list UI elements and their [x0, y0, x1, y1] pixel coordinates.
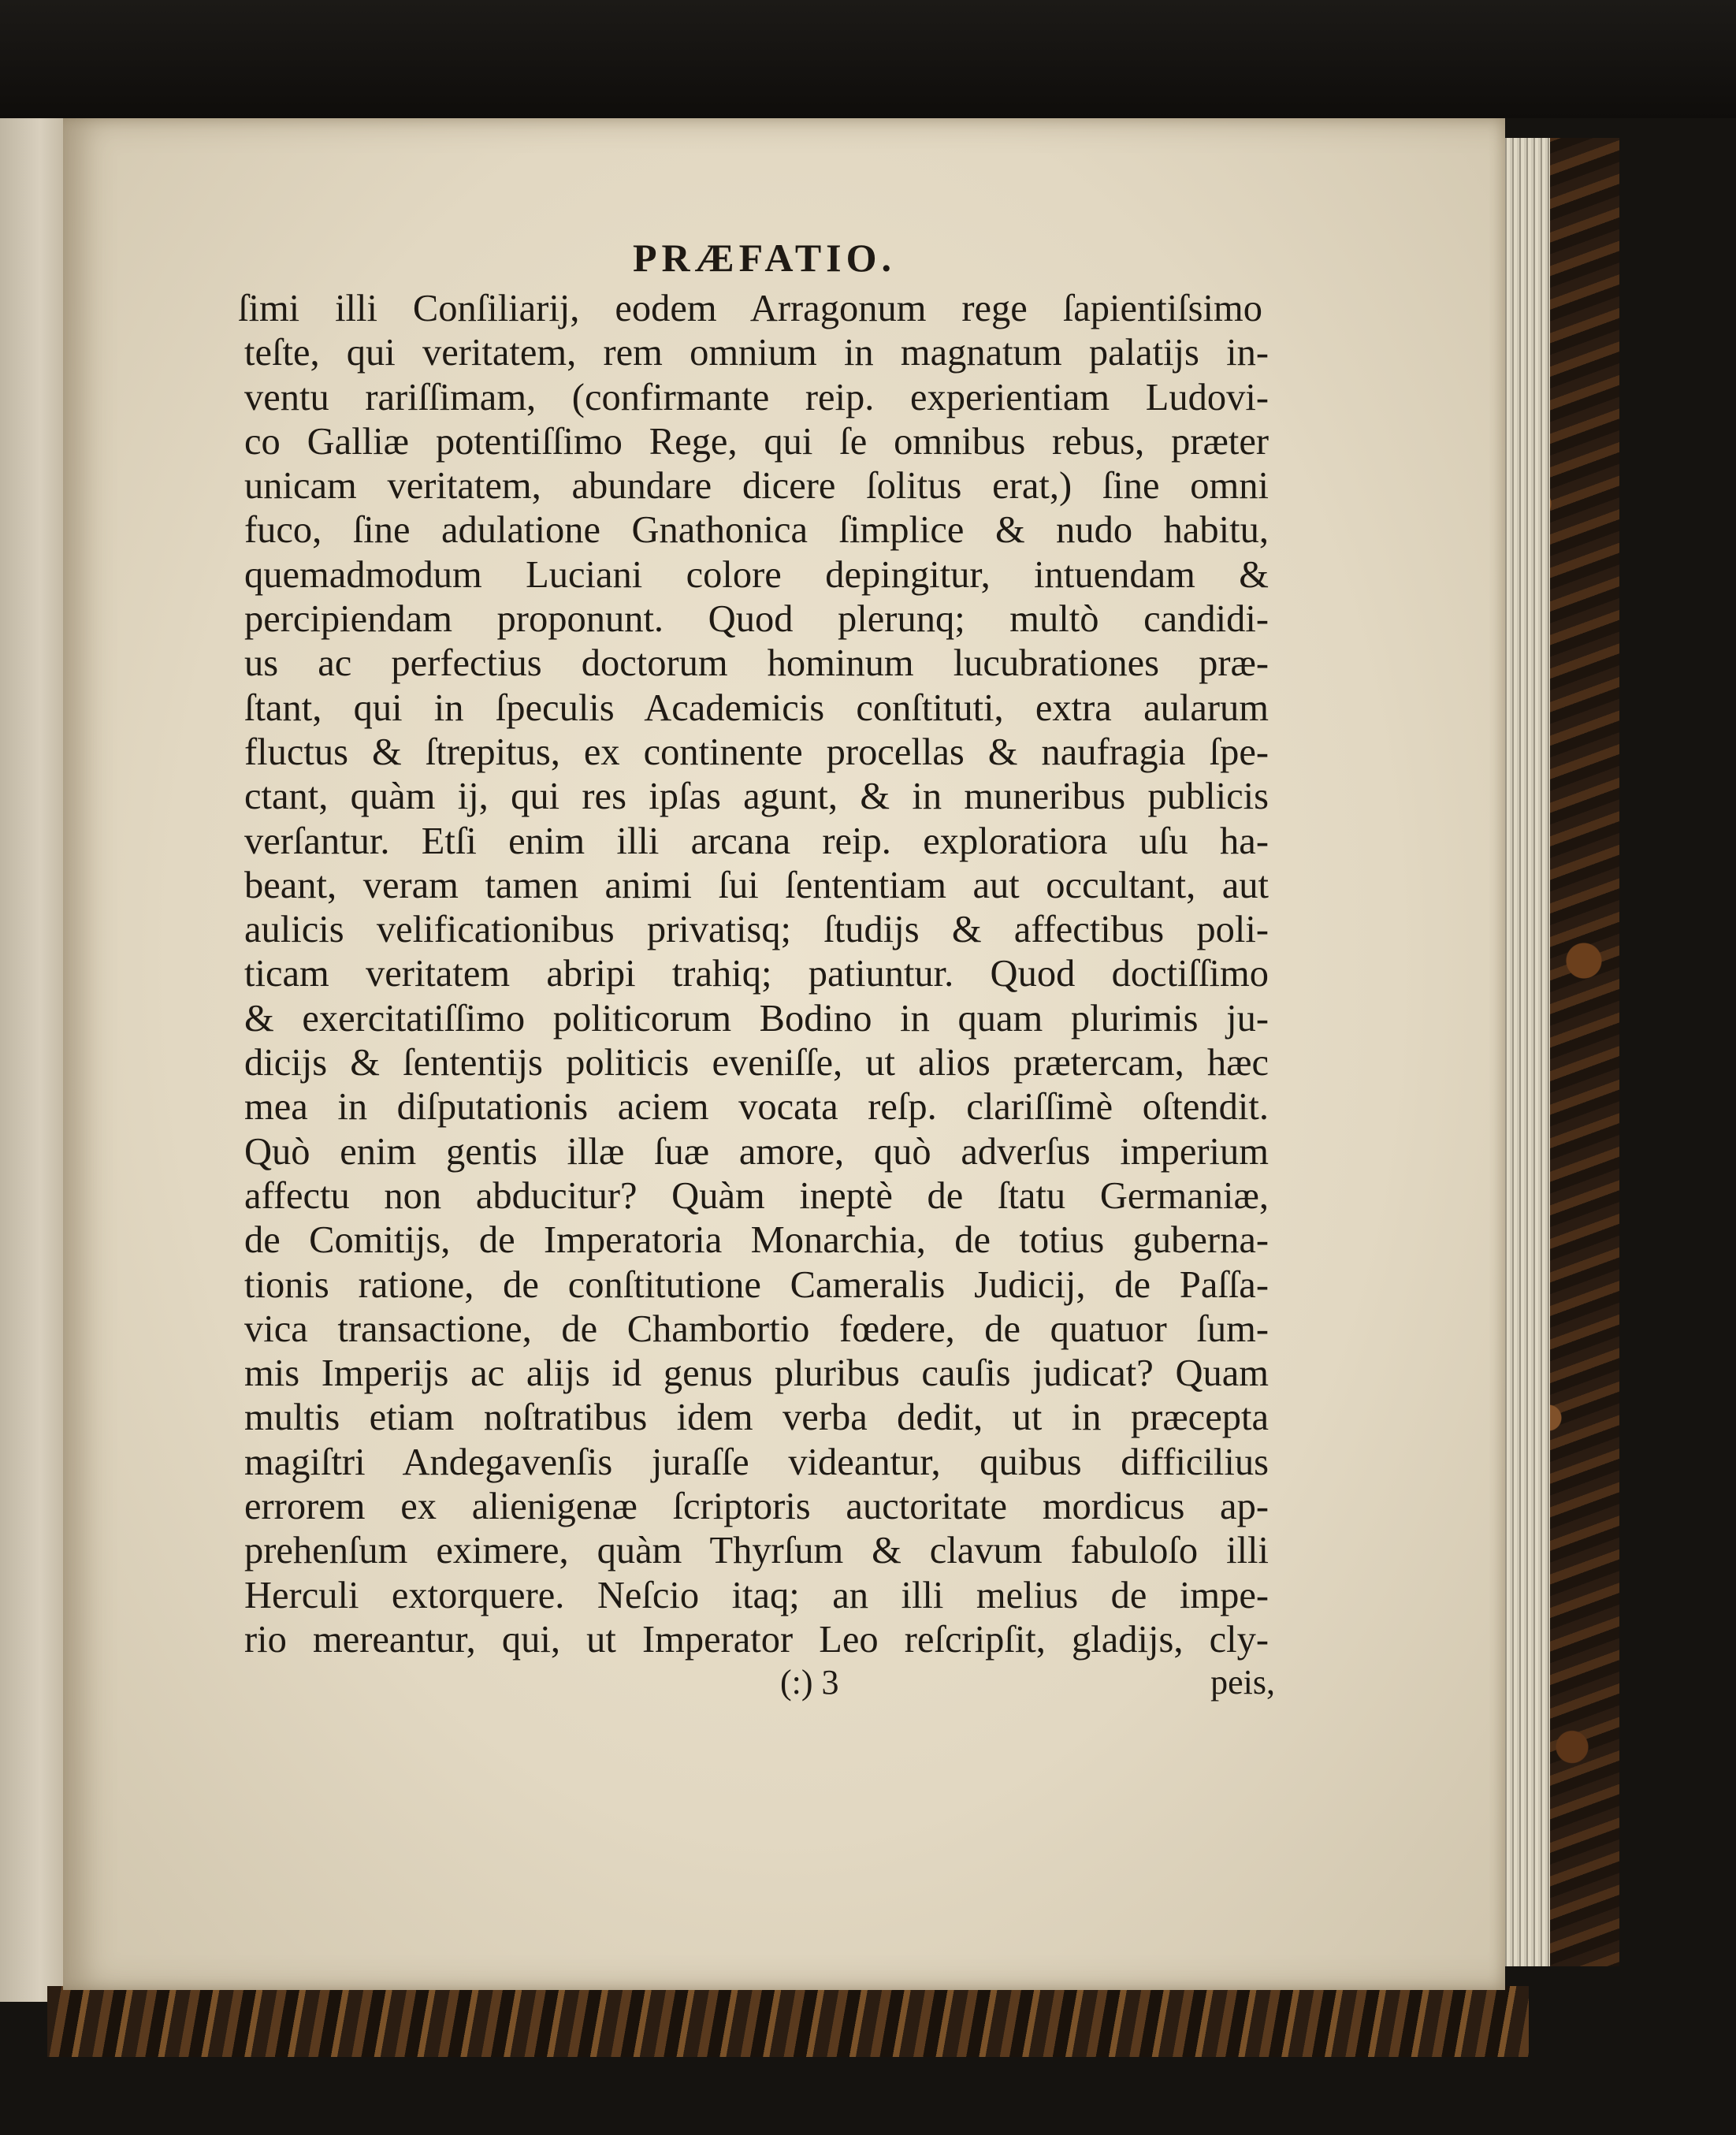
signature-mark: (:) 3 [780, 1663, 839, 1702]
text-line: us ac perfectius doctorum hominum lucubrationes præ- [244, 642, 1269, 685]
body-text [238, 287, 1340, 1662]
text-line: teſte, qui veritatem, rem omnium in magnatum palatijs in- [244, 332, 1269, 374]
text-line: tionis ratione, de conſtitutione Cameralis Judicij, de Paſſa- [244, 1263, 1269, 1306]
text-line: multis etiam noſtratibus idem verba dedit, ut in præcepta [244, 1397, 1269, 1439]
text-line: ticam veritatem abripi trahiq; patiuntur. Quod doctiſſimo [244, 953, 1269, 995]
text-line: aulicis velificationibus privatisq; ſtudijs & affectibus poli- [244, 909, 1269, 951]
text-line: ſtant, qui in ſpeculis Academicis conſtituti, extra aularum [244, 686, 1269, 729]
marbled-cover-bottom [47, 1986, 1529, 2057]
text-line: mea in diſputationis aciem vocata reſp. clariſſimè oſtendit. [244, 1086, 1269, 1129]
text-line: fluctus & ſtrepitus, ex continente procellas & naufragia ſpe- [244, 731, 1269, 773]
running-head: PRÆFATIO. [632, 236, 897, 280]
text-line: dicijs & ſententijs politicis eveniſſe, ut alios prætercam, hæc [244, 1042, 1269, 1084]
text-line: quemadmodum Luciani colore depingitur, intuendam & [244, 553, 1269, 596]
left-page-edge [0, 118, 69, 2002]
text-line: de Comitijs, de Imperatoria Monarchia, de totius guberna- [244, 1219, 1269, 1262]
text-line: mis Imperijs ac alijs id genus pluribus cauſis judicat? Quam [244, 1352, 1269, 1395]
page-footer [244, 1662, 1275, 1709]
text-line: beant, veram tamen animi ſui ſententiam aut occultant, aut [244, 864, 1269, 906]
text-line: percipiendam proponunt. Quod plerunq; multò candidi- [244, 598, 1269, 641]
text-line: ſimi illi Conſiliarij, eodem Arragonum rege ſapientiſsimo [238, 288, 1262, 329]
text-line: ctant, quàm ij, qui res ipſas agunt, & in muneribus publicis [244, 776, 1269, 818]
text-line: prehenſum eximere, quàm Thyrſum & clavum fabuloſo illi [244, 1530, 1269, 1572]
text-line: fuco, ſine adulatione Gnathonica ſimplice & nudo habitu, [244, 509, 1269, 552]
text-line: errorem ex alienigenæ ſcriptoris auctoritate mordicus ap- [244, 1486, 1269, 1528]
text-line: rio mereantur, qui, ut Imperator Leo reſcripſit, gladijs, cly- [244, 1618, 1269, 1661]
catchword: peis, [1210, 1663, 1275, 1702]
text-line: magiſtri Andegavenſis juraſſe videantur, quibus difficilius [244, 1441, 1269, 1483]
text-line: vica transactione, de Chambortio fœdere, de quatuor ſum- [244, 1307, 1269, 1350]
scan-background [0, 0, 1736, 118]
page-stack-edge [1501, 138, 1550, 1966]
text-line: affectu non abducitur? Quàm ineptè de ſtatu Germaniæ, [244, 1174, 1269, 1217]
text-line: unicam veritatem, abundare dicere ſolitus erat,) ſine omni [244, 465, 1269, 508]
text-line: ventu rariſſimam, (confirmante reip. experientiam Ludovi- [244, 376, 1269, 418]
text-line: & exercitatiſſimo politicorum Bodino in quam plurimis ju- [244, 997, 1269, 1040]
text-line: Quò enim gentis illæ ſuæ amore, quò adverſus imperium [244, 1130, 1269, 1173]
text-line: co Galliæ potentiſſimo Rege, qui ſe omnibus rebus, præter [244, 420, 1269, 463]
text-line: verſantur. Etſi enim illi arcana reip. exploratiora uſu ha- [244, 820, 1269, 862]
text-line: Herculi extorquere. Neſcio itaq; an illi melius de impe- [244, 1574, 1269, 1616]
book-page [63, 118, 1505, 1990]
page-content [238, 235, 1340, 1709]
